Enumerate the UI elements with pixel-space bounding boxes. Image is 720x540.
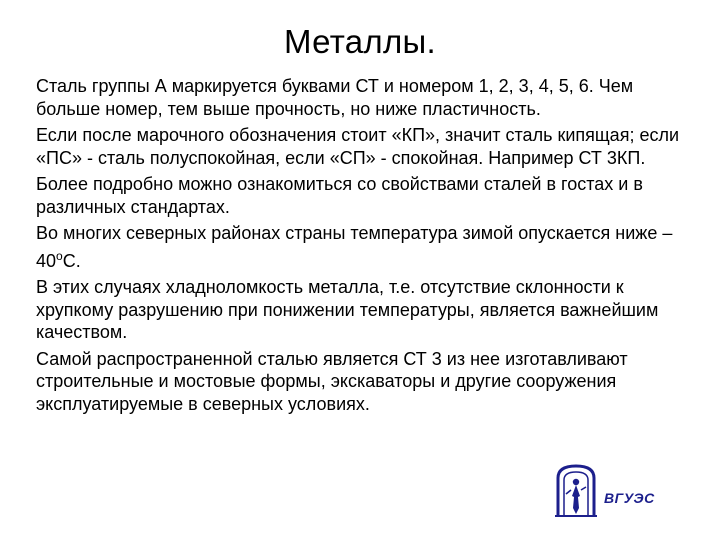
paragraph-st3-usage: Самой распространенной сталью является СТ 3 из нее изготавливают строительные и мостовые формы, экскаваторы и другие сооружения эксплуатируемые в северных условиях. — [36, 348, 628, 414]
slide-title: Металлы. — [283, 23, 436, 60]
winter-temperature-text: Во многих северных районах страны температура зимой опускается ниже – 40 — [36, 223, 673, 271]
celsius-unit: С. — [62, 250, 81, 271]
university-logo — [552, 462, 682, 518]
paragraph-cold-brittleness: В этих случаях хладноломкость металла, т.е. отсутствие склонности к хрупкому разрушению при понижении температуры, является важнейшим качеством. — [36, 277, 659, 342]
paragraph-steel-marking: Сталь группы А маркируется буквами СТ и номером 1, 2, 3, 4, 5, 6. Чем больше номер, тем выше прочность, но ниже пластичность. — [36, 76, 634, 119]
slide-body — [36, 75, 686, 419]
paragraph-deoxidation-types: Если после марочного обозначения стоит «КП», значит сталь кипящая; если «ПС» - сталь полуспокойная, если «СП» - спокойная. Например СТ 3КП. — [36, 125, 680, 168]
university-emblem-icon — [552, 462, 600, 518]
degree-sign: о — [56, 248, 63, 263]
university-logo-text: ВГУЭС — [604, 490, 655, 506]
paragraph-winter-temperature — [36, 222, 686, 272]
paragraph-standards: Более подробно можно ознакомиться со свойствами сталей в гостах и в различных стандартах. — [36, 174, 643, 217]
